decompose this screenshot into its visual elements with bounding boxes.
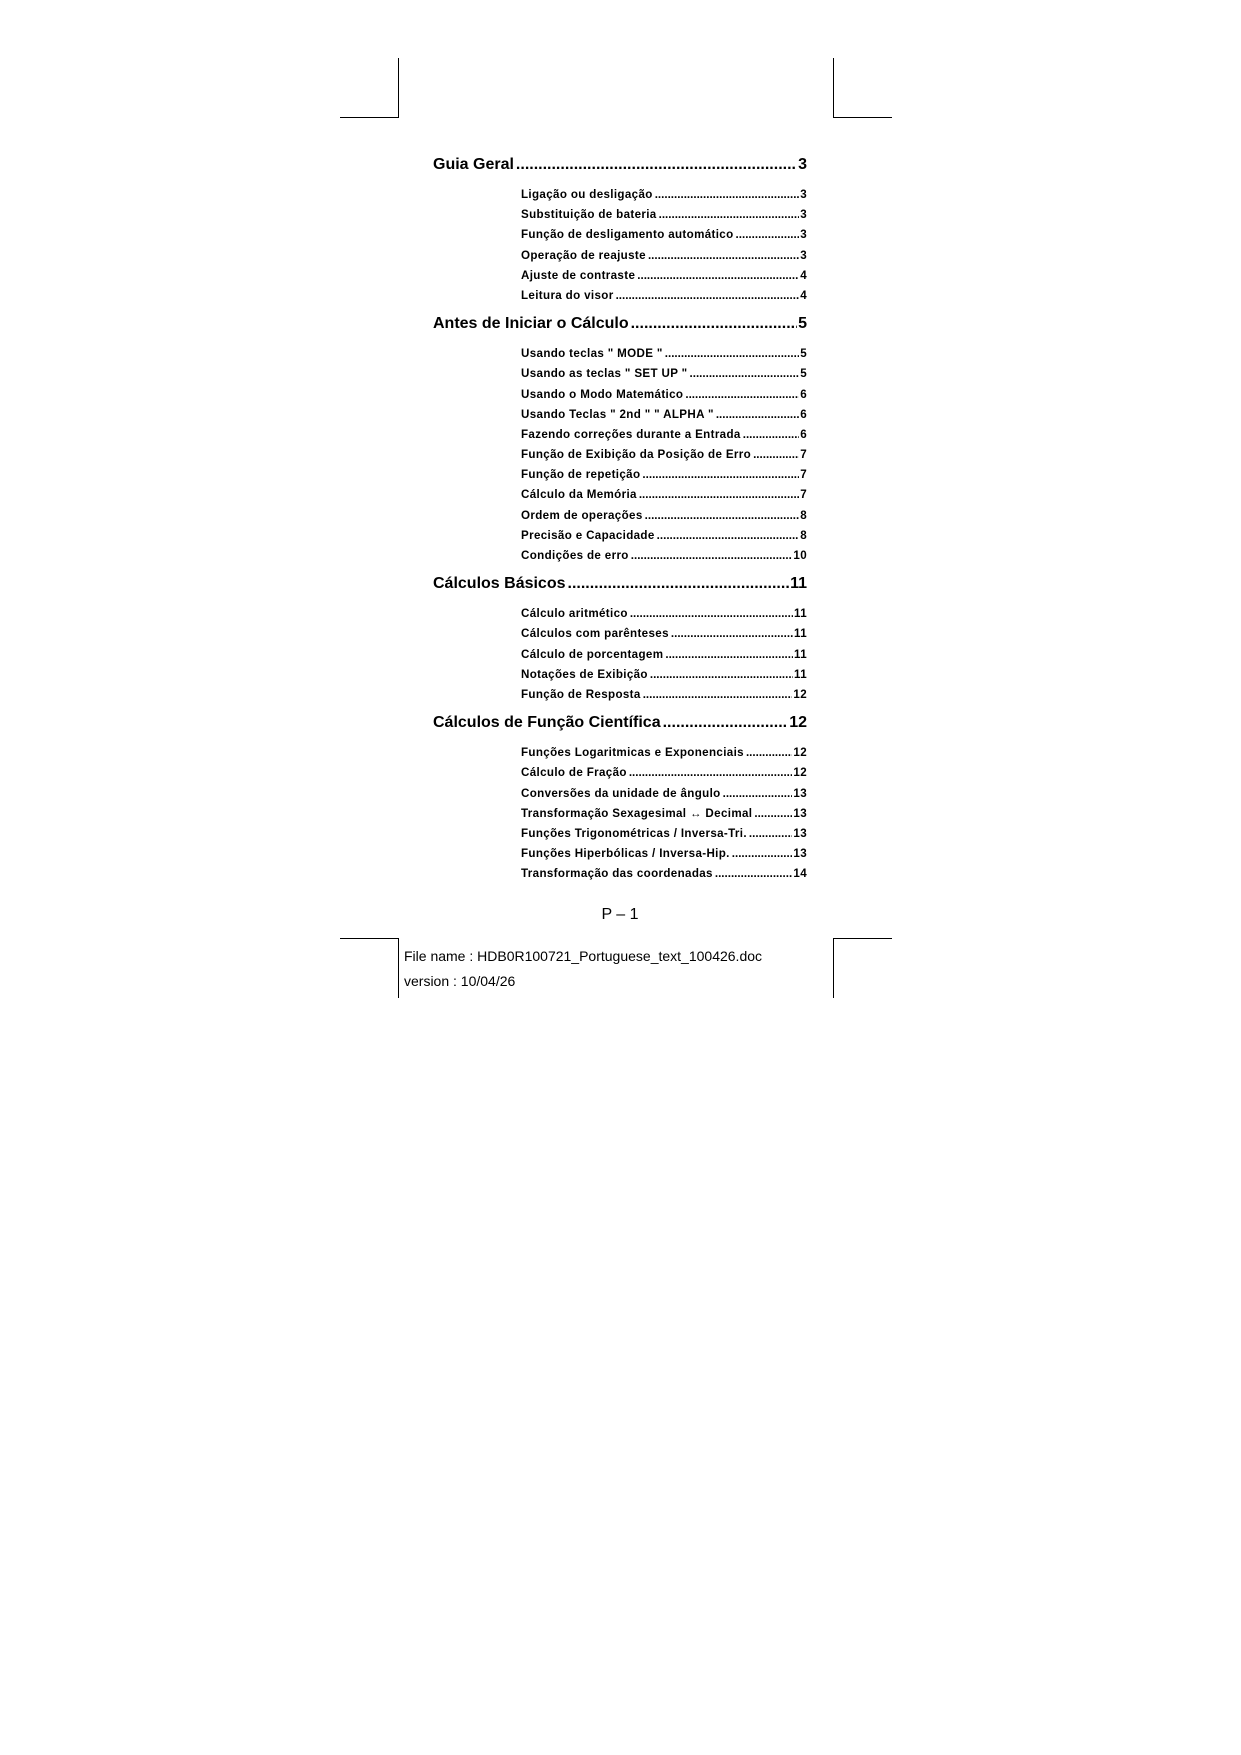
- toc-entry-page: 12: [793, 766, 807, 780]
- toc-entry-title: Precisão e Capacidade: [521, 528, 655, 542]
- dot-leader: [643, 685, 793, 705]
- footer-file-name: File name : HDB0R100721_Portuguese_text_100426.doc: [404, 948, 763, 964]
- toc-entry-title: Leitura do visor: [521, 288, 614, 302]
- toc-entry-title: Usando as teclas " SET UP ": [521, 367, 688, 381]
- dot-leader: [665, 645, 793, 665]
- toc-entry-page: 3: [800, 208, 807, 222]
- toc-entry[interactable]: [521, 864, 807, 884]
- dot-leader: [650, 665, 793, 685]
- dot-leader: [639, 485, 799, 505]
- toc-section-title: Cálculos Básicos: [433, 575, 566, 593]
- toc-entry-title: Cálculo de porcentagem: [521, 647, 664, 661]
- dot-leader: [749, 824, 792, 844]
- dot-leader: [631, 546, 793, 566]
- toc-entry-page: 6: [800, 427, 807, 441]
- toc-entry-page: 13: [793, 847, 807, 861]
- toc-entry[interactable]: [521, 604, 807, 624]
- toc-section-title: Antes de Iniciar o Cálculo: [433, 315, 629, 333]
- dot-leader: [671, 624, 793, 644]
- toc-entry[interactable]: [521, 286, 807, 306]
- toc-entry-page: 5: [800, 367, 807, 381]
- toc-entry-page: 12: [793, 746, 807, 760]
- toc-entry-page: 5: [800, 347, 807, 361]
- dot-leader: [630, 604, 793, 624]
- toc-entry-page: 7: [800, 468, 807, 482]
- toc-entry[interactable]: [521, 665, 807, 685]
- toc-entry-page: 7: [800, 448, 807, 462]
- dot-leader: [716, 405, 799, 425]
- dot-leader: [629, 763, 793, 783]
- dot-leader: [631, 314, 797, 334]
- toc-entry-title: Cálculo aritmético: [521, 607, 628, 621]
- toc-entry-title: Função de Resposta: [521, 687, 641, 701]
- toc-entry-title: Função de repetição: [521, 468, 641, 482]
- toc-entry[interactable]: [521, 624, 807, 644]
- toc-entry-title: Funções Logaritmicas e Exponenciais: [521, 746, 744, 760]
- dot-leader: [663, 713, 789, 733]
- toc-entry-title: Condições de erro: [521, 549, 629, 562]
- dot-leader: [723, 784, 793, 804]
- toc-entry[interactable]: [521, 445, 807, 465]
- dot-leader: [665, 344, 799, 364]
- dot-leader: [568, 574, 790, 594]
- crop-mark-top-right-vertical: [833, 58, 834, 118]
- toc-entry-title: Operação de reajuste: [521, 248, 646, 262]
- dot-leader: [715, 864, 793, 884]
- dot-leader: [736, 225, 800, 245]
- page-number: P – 1: [601, 906, 639, 923]
- toc-entry-title: Notações de Exibição: [521, 667, 648, 681]
- dot-leader: [637, 266, 799, 286]
- toc-entry-page: 3: [800, 228, 807, 242]
- dot-leader: [616, 286, 800, 306]
- toc-entry-title: Cálculo da Memória: [521, 488, 637, 502]
- toc-entry-page: 11: [794, 667, 807, 681]
- toc-entry[interactable]: [521, 465, 807, 485]
- dot-leader: [642, 465, 799, 485]
- table-of-contents: [433, 155, 807, 884]
- toc-entry-page: 3: [800, 248, 807, 262]
- crop-mark-bottom-left-vertical: [398, 938, 399, 998]
- crop-mark-top-left-vertical: [398, 58, 399, 118]
- toc-entry-title: Função de desligamento automático: [521, 228, 734, 242]
- toc-entry-title: Funções Trigonométricas / Inversa-Tri.: [521, 826, 747, 840]
- toc-entry[interactable]: [521, 506, 807, 526]
- toc-entry[interactable]: [521, 225, 807, 245]
- dot-leader: [754, 804, 792, 824]
- toc-entry-page: 13: [793, 826, 807, 840]
- toc-section-page: 12: [789, 714, 807, 732]
- toc-entry-title: Funções Hiperbólicas / Inversa-Hip.: [521, 847, 730, 861]
- toc-entry-title: Substituição de bateria: [521, 208, 657, 222]
- toc-section-title: Guia Geral: [433, 156, 514, 173]
- toc-entry-page: 11: [794, 607, 807, 621]
- toc-entry[interactable]: [521, 645, 807, 665]
- crop-mark-top-left-horizontal: [340, 117, 399, 118]
- dot-leader: [732, 844, 793, 864]
- crop-mark-top-right-horizontal: [833, 117, 892, 118]
- toc-entry-page: 7: [800, 488, 807, 502]
- dot-leader: [659, 205, 800, 225]
- toc-entry-page: 6: [800, 387, 807, 401]
- crop-mark-bottom-right-vertical: [833, 938, 834, 998]
- toc-entry-page: 4: [800, 288, 807, 302]
- dot-leader: [645, 506, 800, 526]
- toc-entry[interactable]: [521, 804, 807, 824]
- toc-entry[interactable]: [521, 844, 807, 864]
- toc-section-page: 5: [798, 315, 807, 333]
- toc-entry-page: 14: [793, 867, 807, 881]
- toc-entry[interactable]: [521, 364, 807, 384]
- toc-entry[interactable]: [521, 405, 807, 425]
- toc-entry[interactable]: [521, 784, 807, 804]
- footer-version: version : 10/04/26: [404, 973, 516, 989]
- dot-leader: [690, 364, 800, 384]
- toc-section-heading[interactable]: [433, 314, 807, 334]
- toc-entry[interactable]: [521, 385, 807, 405]
- toc-entry-page: 11: [794, 627, 807, 641]
- toc-entry-page: 8: [800, 508, 807, 522]
- toc-entry-page: 12: [793, 687, 807, 701]
- toc-section-page: 11: [790, 575, 807, 593]
- toc-entry-page: 3: [800, 188, 807, 201]
- toc-entry-title: Usando o Modo Matemático: [521, 387, 684, 401]
- dot-leader: [746, 743, 792, 763]
- toc-entry-title: Cálculo de Fração: [521, 766, 627, 780]
- dot-leader: [657, 526, 800, 546]
- toc-entry-title: Ajuste de contraste: [521, 268, 636, 282]
- dot-leader: [648, 246, 799, 266]
- toc-entry-title: Ligação ou desligação: [521, 188, 653, 201]
- toc-section-heading[interactable]: [433, 155, 807, 175]
- dot-leader: [685, 385, 799, 405]
- toc-entry[interactable]: [521, 266, 807, 286]
- toc-entry-title: Usando teclas " MODE ": [521, 347, 663, 361]
- dot-leader: [743, 425, 799, 445]
- toc-entry[interactable]: [521, 425, 807, 445]
- toc-entry-title: Fazendo correções durante a Entrada: [521, 427, 741, 441]
- toc-entry-title: Função de Exibição da Posição de Erro: [521, 448, 752, 462]
- crop-mark-bottom-left-horizontal: [340, 938, 399, 939]
- toc-entry[interactable]: [521, 344, 807, 364]
- toc-entry-title: Usando Teclas " 2nd " " ALPHA ": [521, 407, 714, 421]
- toc-entry-title: Conversões da unidade de ângulo: [521, 786, 721, 800]
- toc-entry-page: 8: [800, 528, 807, 542]
- toc-entry[interactable]: [521, 685, 807, 705]
- toc-entry-page: 11: [794, 647, 807, 661]
- dot-leader: [753, 445, 799, 465]
- toc-entry-title: Cálculos com parênteses: [521, 627, 669, 641]
- toc-entry-page: 6: [800, 407, 807, 421]
- toc-entry[interactable]: [521, 546, 807, 566]
- toc-section-title: Cálculos de Função Científica: [433, 714, 661, 732]
- dot-leader: [655, 185, 799, 205]
- dot-leader: [516, 155, 797, 175]
- toc-section-page: 3: [798, 156, 807, 173]
- toc-entry-page: 10: [793, 549, 807, 562]
- toc-entry[interactable]: [521, 185, 807, 205]
- toc-entry-page: 4: [800, 268, 807, 282]
- toc-entry[interactable]: [521, 526, 807, 546]
- toc-entry[interactable]: [521, 743, 807, 763]
- toc-entry-page: 13: [793, 786, 807, 800]
- toc-entry[interactable]: [521, 824, 807, 844]
- toc-entry-title: Ordem de operações: [521, 508, 643, 522]
- toc-entry-title: Transformação Sexagesimal ↔ Decimal: [521, 806, 753, 820]
- toc-entry-page: 13: [793, 806, 807, 820]
- toc-entry[interactable]: [521, 485, 807, 505]
- toc-entry[interactable]: [521, 246, 807, 266]
- toc-entry[interactable]: [521, 205, 807, 225]
- toc-entry-title: Transformação das coordenadas: [521, 867, 713, 881]
- crop-mark-bottom-right-horizontal: [833, 938, 892, 939]
- toc-section-heading[interactable]: [433, 713, 807, 733]
- toc-entry[interactable]: [521, 763, 807, 783]
- toc-section-heading[interactable]: [433, 574, 807, 594]
